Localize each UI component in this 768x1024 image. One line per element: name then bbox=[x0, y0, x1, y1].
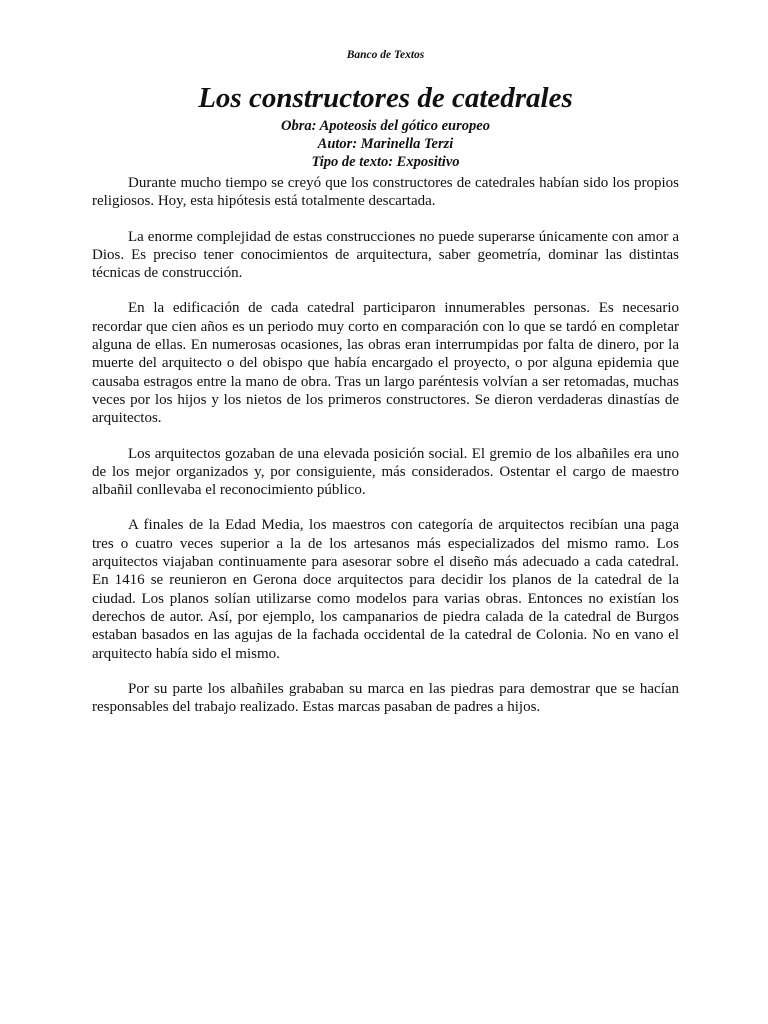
document-meta bbox=[92, 117, 679, 171]
paragraph-2: La enorme complejidad de estas construcciones no puede superarse únicamente con amor a Dios. Es preciso tener conocimientos de arquitectura, saber geometría, dominar las distintas técnicas de construcción. bbox=[92, 228, 679, 282]
paragraph-4: Los arquitectos gozaban de una elevada posición social. El gremio de los albañiles era uno de los mejor organizados y, por consiguiente, más considerados. Ostentar el cargo de maestro albañil conllevaba el reconocimiento público. bbox=[92, 445, 679, 499]
document-title: Los constructores de catedrales bbox=[198, 82, 573, 114]
paragraph-1: Durante mucho tiempo se creyó que los constructores de catedrales habían sido los propios religiosos. Hoy, esta hipótesis está totalmente descartada. bbox=[92, 175, 679, 210]
meta-obra: Obra: Apoteosis del gótico europeo bbox=[281, 118, 490, 134]
meta-tipo-texto: Tipo de texto: Expositivo bbox=[311, 154, 460, 170]
paragraph-3: En la edificación de cada catedral participaron innumerables personas. Es necesario recordar que cien años es un periodo muy corto en comparación con lo que se tardó en completar alguna de ellas. En numerosas ocasiones, las obras eran interrumpidas por falta de dinero, por la muerte del arquitecto o del obispo que había encargado el proyecto, o por alguna epidemia que causaba estragos entre la mano de obra. Tras un largo paréntesis volvían a ser retomadas, muchas veces por los hijos y los nietos de los primeros constructores. Se dieron verdaderas dinastías de arquitectos. bbox=[92, 300, 679, 427]
document-body bbox=[92, 174, 679, 733]
running-header: Banco de Textos bbox=[346, 49, 425, 61]
meta-autor: Autor: Marinella Terzi bbox=[317, 136, 454, 152]
paragraph-6: Por su parte los albañiles grababan su marca en las piedras para demostrar que se hacían responsables del trabajo realizado. Estas marcas pasaban de padres a hijos. bbox=[92, 680, 679, 716]
paragraph-5: A finales de la Edad Media, los maestros con categoría de arquitectos recibían una paga tres o cuatro veces superior a la de los artesanos más especializados del mismo ramo. Los arquitectos viajaban continuamente para asesorar sobre el diseño más adecuado a cada catedral. En 1416 se reunieron en Gerona doce arquitectos para decidir los planos de la catedral de la ciudad. Los planos solían utilizarse como modelos para varias obras. Entonces no existían los derechos de autor. Así, por ejemplo, los campanarios de piedra calada de la catedral de Burgos estaban basados en las agujas de la fachada occidental de la catedral de Colonia. No en vano el arquitecto había sido el mismo. bbox=[92, 517, 679, 662]
